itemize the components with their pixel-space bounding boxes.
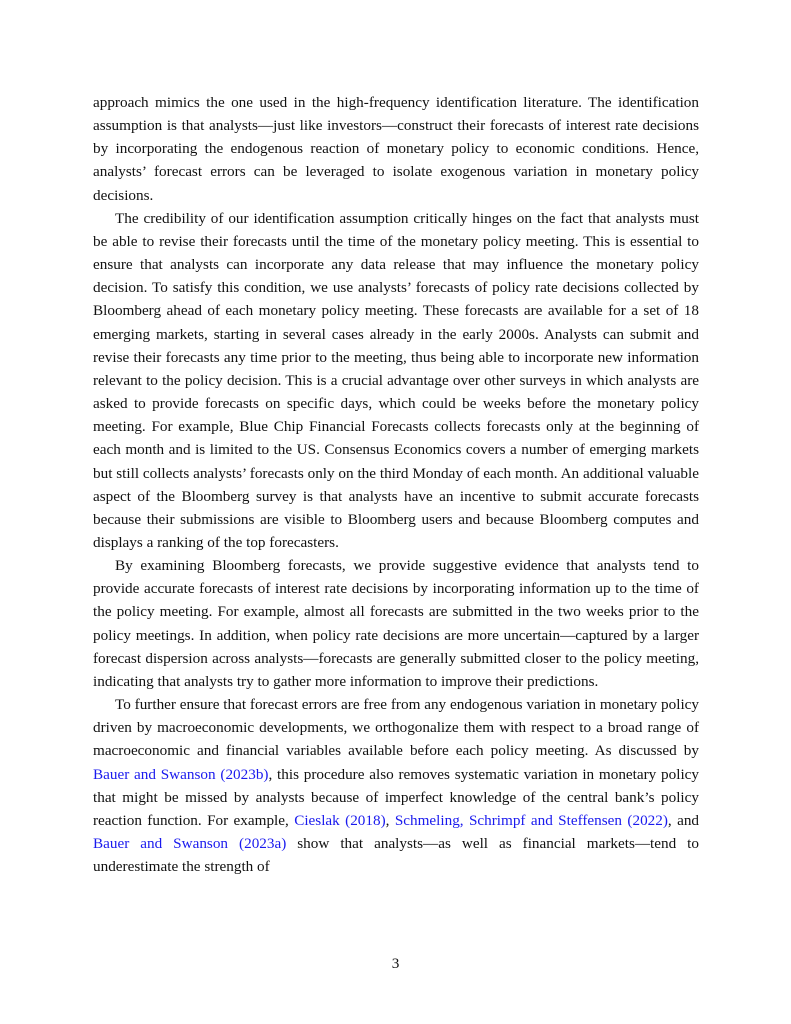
citation-paren-close: ) xyxy=(662,811,668,829)
paragraph-4 xyxy=(93,693,699,878)
citation-schmeling-2022-authors[interactable]: Schmeling, Schrimpf and Steffensen xyxy=(394,811,623,829)
page-number: 3 xyxy=(391,955,400,972)
citation-separator: , and xyxy=(667,811,700,829)
paragraph-4-text-1: To further ensure that forecast errors are free from any endogenous variation in monetary policy driven by macroeconomic developments, we orthogonalize them with respect to a broad range of macroeconomic and financial variables available before each policy meeting. As discussed by xyxy=(93,696,699,760)
citation-paren-open: ( xyxy=(215,765,226,783)
citation-cieslak-2018-authors[interactable]: Cieslak xyxy=(294,811,340,829)
citation-cieslak-2018-year[interactable]: 2018 xyxy=(350,811,381,829)
citation-year-number: 2023b xyxy=(225,765,264,783)
citation-separator: , xyxy=(385,811,395,829)
citation-paren-close: ) xyxy=(281,835,287,852)
paragraph-3: By examining Bloomberg forecasts, we provide suggestive evidence that analysts tend to provide accurate forecasts of interest rate decisions by incorporating information up to the time of the policy meeting. For example, almost all forecasts are submitted in the two weeks prior to the policy meetings. In addition, when policy rate decisions are more uncertain—captured by a larger forecast dispersion across analysts—forecasts are generally submitted closer to the policy meeting, indicating that analysts try to gather more information to improve their predictions. xyxy=(93,557,699,690)
citation-paren-open: ( xyxy=(228,835,245,852)
citation-paren-close: ) xyxy=(380,811,386,829)
citation-paren-close: ) xyxy=(263,765,269,783)
page-body xyxy=(93,91,699,878)
paragraph-1: approach mimics the one used in the high-frequency identification literature. The identification assumption is that analysts—just like investors—construct their forecasts of interest rate decisions by incorporating the endogenous reaction of monetary policy to economic conditions. Hence, analysts’ forecast errors can be leveraged to isolate exogenous variation in monetary policy decisions. xyxy=(93,94,699,204)
citation-paren-open: ( xyxy=(622,811,633,829)
citation-schmeling-2022-year[interactable]: 2022 xyxy=(632,811,663,829)
citation-bauer-swanson-2023b-year[interactable] xyxy=(225,766,263,783)
paragraph-2: The credibility of our identification assumption critically hinges on the fact that analysts must be able to revise their forecasts until the time of the monetary policy meeting. This is essential to ensure that analysts can incorporate any data release that may influence the monetary policy decision. To satisfy this condition, we use analysts’ forecasts of policy rate decisions collected by Bloomberg ahead of each monetary policy meeting. These forecasts are available for a set of 18 emerging markets, starting in several cases already in the early 2000s. Analysts can submit and revise their forecasts any time prior to the meeting, thus being able to incorporate new information relevant to the policy decision. This is a crucial advantage over other surveys in which analysts are asked to provide forecasts on specific days, which could be weeks before the monetary policy meeting. For example, Blue Chip Financial Forecasts collects forecasts only at the beginning of each month and is limited to the US. Consensus Economics covers a number of emerging markets but still collects analysts’ forecasts only on the third Monday of each month. An additional valuable aspect of the Bloomberg survey is that analysts have an incentive to submit accurate forecasts because their submissions are visible to Bloomberg users and because Bloomberg computes and displays a ranking of the top forecasters. xyxy=(93,209,699,551)
citation-paren-open: ( xyxy=(339,811,351,829)
citation-bauer-swanson-2023b-authors[interactable]: Bauer and Swanson xyxy=(93,765,216,783)
paragraph-4-text-3: show that analysts—as well as financial markets—tend to underestimate the strength of xyxy=(93,835,699,876)
citation-bauer-swanson-2023a-authors[interactable]: Bauer and Swanson xyxy=(93,835,229,852)
paragraph-4-text-2: , this procedure also removes systematic variation in monetary policy that might be missed by analysts because of imperfect knowledge of the central bank’s policy reaction function. For example, xyxy=(93,765,700,829)
citation-bauer-swanson-2023a-year[interactable]: 2023a xyxy=(244,835,282,852)
